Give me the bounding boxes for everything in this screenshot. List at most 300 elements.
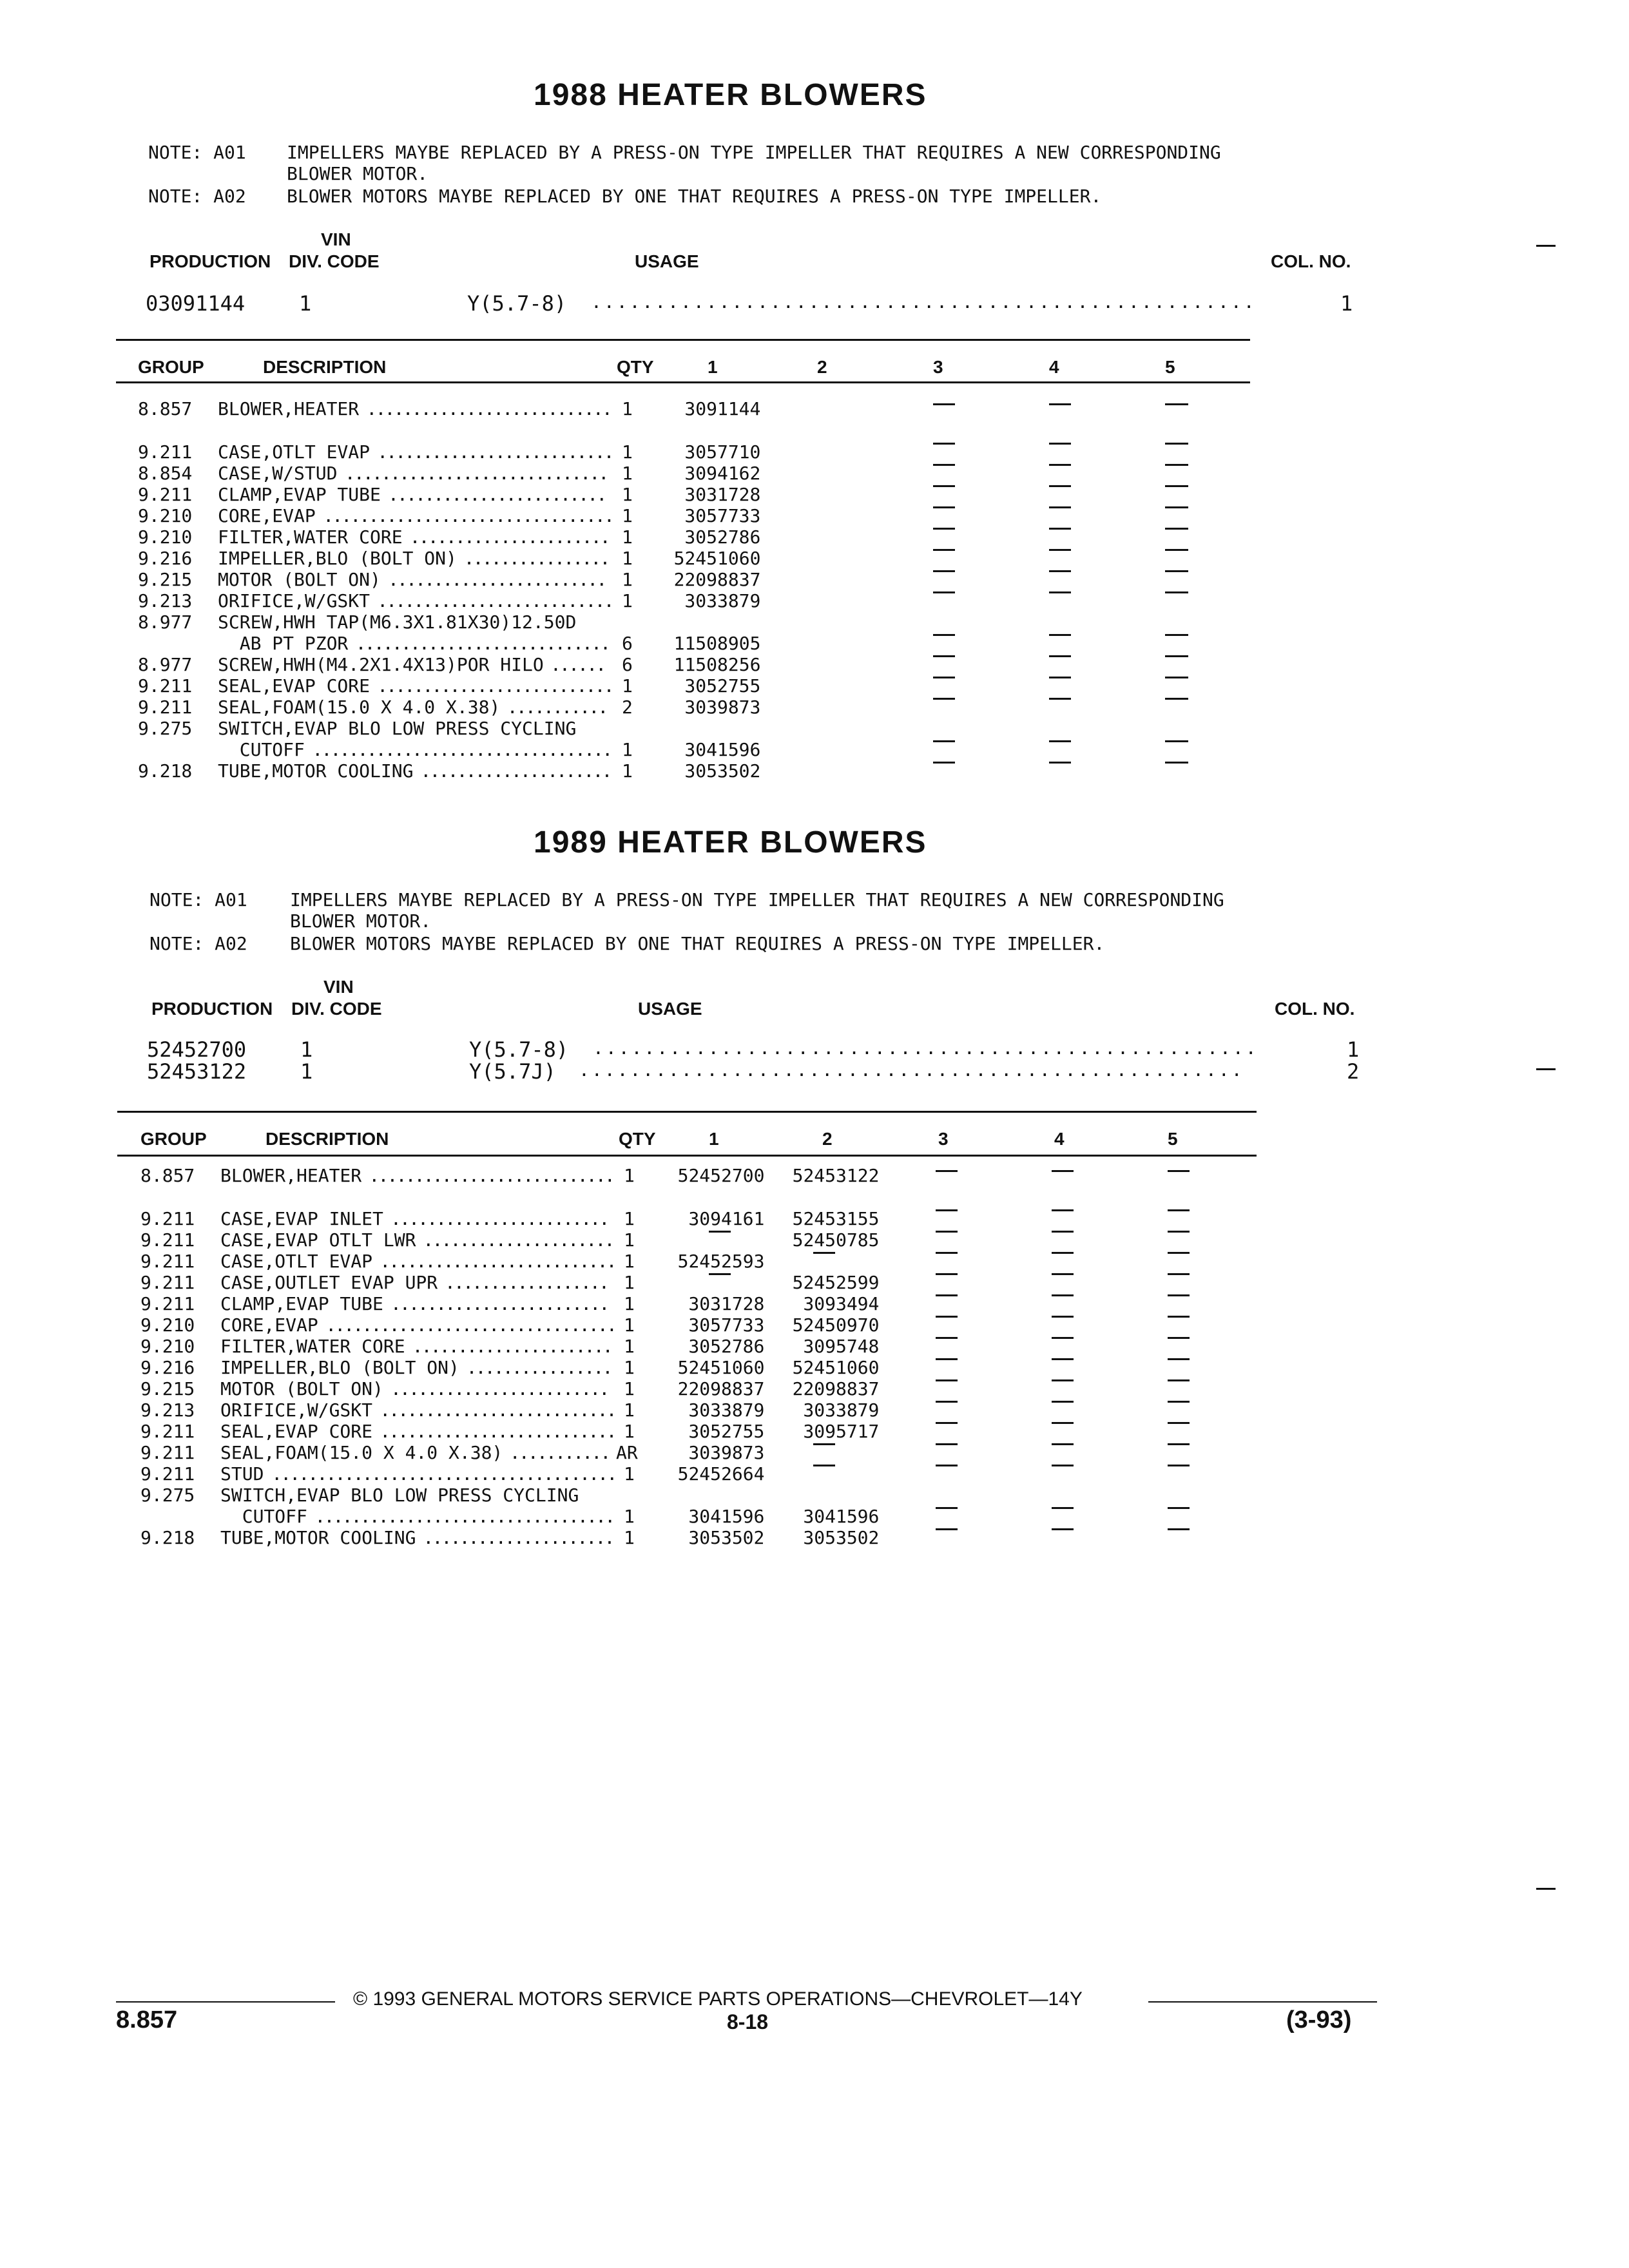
part-number: 52451060 (792, 1357, 880, 1378)
part-number: 3033879 (688, 1399, 765, 1421)
part-description: CORE,EVAP (218, 505, 316, 526)
not-applicable-dash (1166, 677, 1188, 678)
group-code: 9.211 (138, 675, 193, 697)
not-applicable-dash (1168, 1170, 1190, 1172)
leader-dots: ........... (509, 1442, 610, 1463)
not-applicable-dash (1168, 1379, 1190, 1381)
column-number: 1 (1340, 291, 1353, 316)
not-applicable-dash (936, 1316, 958, 1318)
column-3-header: 3 (938, 1129, 949, 1149)
leader-dots: ...................................... (271, 1463, 616, 1485)
group-code: 9.211 (140, 1208, 195, 1229)
not-applicable-dash (1052, 1528, 1074, 1530)
column-3-header: 3 (933, 357, 943, 377)
quantity: 1 (622, 675, 633, 697)
not-applicable-dash (1049, 634, 1071, 636)
leader-dots: ..................... (420, 760, 611, 782)
not-applicable-dash (1049, 403, 1071, 405)
production-number: 52453122 (147, 1059, 247, 1084)
not-applicable-dash (933, 740, 955, 742)
part-description: FILTER,WATER CORE (220, 1336, 405, 1357)
table-header-rule (117, 1155, 1257, 1157)
not-applicable-dash (1049, 464, 1071, 466)
part-description: SEAL,FOAM(15.0 X 4.0 X.38) (218, 697, 501, 718)
not-applicable-dash (1166, 443, 1188, 445)
group-code: 9.211 (140, 1229, 195, 1251)
not-applicable-dash (936, 1422, 958, 1424)
part-description: SEAL,EVAP CORE (218, 675, 371, 697)
div-code: 1 (300, 1059, 313, 1084)
not-applicable-dash (933, 528, 955, 530)
quantity: 6 (622, 633, 633, 654)
not-applicable-dash (936, 1401, 958, 1403)
quantity: 1 (624, 1208, 635, 1229)
part-number: 3093494 (803, 1293, 880, 1314)
production-header: PRODUCTION (149, 251, 271, 271)
column-number: 1 (1347, 1037, 1360, 1062)
part-description: ORIFICE,W/GSKT (220, 1399, 373, 1421)
part-number: 11508905 (673, 633, 761, 654)
quantity: 1 (624, 1399, 635, 1421)
part-description: CASE,OTLT EVAP (220, 1251, 373, 1272)
group-column-header: GROUP (138, 357, 204, 377)
part-number: 3094161 (688, 1208, 765, 1229)
group-column-header: GROUP (140, 1129, 207, 1149)
part-number: 3041596 (684, 739, 761, 760)
group-code: 9.218 (138, 760, 193, 782)
not-applicable-dash (1166, 762, 1188, 764)
part-number: 52451060 (677, 1357, 765, 1378)
part-number: 52452593 (677, 1251, 765, 1272)
not-applicable-dash (709, 1231, 731, 1233)
leader-dots: ................................ (323, 505, 613, 526)
group-code: 9.275 (138, 718, 193, 739)
footer-rule-left (116, 2001, 335, 2003)
not-applicable-dash (1052, 1209, 1074, 1211)
leader-dots: ............................. (344, 463, 608, 484)
group-code: 8.977 (138, 611, 193, 633)
not-applicable-dash (933, 634, 955, 636)
part-description: TUBE,MOTOR COOLING (218, 760, 414, 782)
quantity: 1 (624, 1527, 635, 1548)
part-description: CASE,EVAP OTLT LWR (220, 1229, 416, 1251)
part-description: TUBE,MOTOR COOLING (220, 1527, 416, 1548)
group-code: 9.211 (140, 1293, 195, 1314)
part-description: CLAMP,EVAP TUBE (220, 1293, 383, 1314)
not-applicable-dash (1049, 443, 1071, 445)
quantity: 1 (622, 484, 633, 505)
not-applicable-dash (936, 1507, 958, 1509)
not-applicable-dash (1168, 1528, 1190, 1530)
part-description: STUD (220, 1463, 264, 1485)
footer-group-ref: 8.857 (116, 2006, 178, 2033)
div-code-header: DIV. CODE (291, 999, 382, 1019)
part-number: 3053502 (684, 760, 761, 782)
quantity: 1 (622, 398, 633, 419)
quantity: 1 (624, 1165, 635, 1186)
div-code-header: DIV. CODE (289, 251, 380, 271)
not-applicable-dash (1168, 1252, 1190, 1254)
group-code: 9.218 (140, 1527, 195, 1548)
column-4-header: 4 (1054, 1129, 1065, 1149)
group-code: 8.854 (138, 463, 193, 484)
quantity: 1 (624, 1314, 635, 1336)
margin-tick (1536, 1888, 1556, 1890)
column-4-header: 4 (1049, 357, 1059, 377)
leader-dots: .................. (445, 1272, 608, 1293)
quantity: 6 (622, 654, 633, 675)
div-code: 1 (299, 291, 312, 316)
part-description: CORE,EVAP (220, 1314, 318, 1336)
not-applicable-dash (933, 506, 955, 508)
part-description: CASE,OTLT EVAP (218, 441, 371, 463)
part-number: 52453155 (792, 1208, 880, 1229)
leader-dots: ................................ (325, 1314, 616, 1336)
not-applicable-dash (1166, 655, 1188, 657)
not-applicable-dash (1168, 1358, 1190, 1360)
not-applicable-dash (1168, 1443, 1190, 1445)
not-applicable-dash (1166, 634, 1188, 636)
leader-dots: ..................... (423, 1229, 613, 1251)
part-description: CUTOFF (220, 1506, 307, 1527)
not-applicable-dash (1052, 1337, 1074, 1339)
not-applicable-dash (1052, 1358, 1074, 1360)
group-code: 9.211 (140, 1251, 195, 1272)
not-applicable-dash (1049, 528, 1071, 530)
leader-dots: ................ (466, 1357, 612, 1378)
part-number: 3041596 (803, 1506, 880, 1527)
qty-column-header: QTY (617, 357, 654, 377)
quantity: 1 (622, 569, 633, 590)
part-number: 3095748 (803, 1336, 880, 1357)
quantity: 1 (624, 1336, 635, 1357)
not-applicable-dash (1052, 1252, 1074, 1254)
not-applicable-dash (933, 403, 955, 405)
part-number: 3052786 (688, 1336, 765, 1357)
note-text: IMPELLERS MAYBE REPLACED BY A PRESS-ON TYPE IMPELLER THAT REQUIRES A NEW CORRESPONDING BLOWER MOTOR. (290, 889, 1224, 932)
qty-column-header: QTY (619, 1129, 656, 1149)
leader-dots: ............................ (355, 633, 610, 654)
part-description: CASE,EVAP INLET (220, 1208, 383, 1229)
margin-tick (1536, 245, 1556, 247)
quantity: 1 (622, 590, 633, 611)
group-code: 9.216 (140, 1357, 195, 1378)
not-applicable-dash (1052, 1273, 1074, 1275)
group-code: 9.211 (138, 697, 193, 718)
section-title-1989: 1989 HEATER BLOWERS (534, 825, 927, 860)
not-applicable-dash (1166, 464, 1188, 466)
group-code: 9.275 (140, 1485, 195, 1506)
not-applicable-dash (1052, 1507, 1074, 1509)
group-code: 9.210 (138, 526, 193, 548)
group-code: 9.210 (140, 1314, 195, 1336)
not-applicable-dash (1049, 762, 1071, 764)
note-label: NOTE: A01 (149, 889, 247, 910)
part-description: AB PT PZOR (218, 633, 349, 654)
part-number: 52451060 (673, 548, 761, 569)
part-description: MOTOR (BOLT ON) (220, 1378, 383, 1399)
not-applicable-dash (936, 1443, 958, 1445)
part-description: CUTOFF (218, 739, 305, 760)
not-applicable-dash (709, 1273, 731, 1275)
part-number: 11508256 (673, 654, 761, 675)
vin-header: VIN (321, 229, 351, 249)
part-number: 22098837 (792, 1378, 880, 1399)
not-applicable-dash (936, 1294, 958, 1296)
quantity: 1 (624, 1229, 635, 1251)
not-applicable-dash (936, 1358, 958, 1360)
quantity: 1 (622, 441, 633, 463)
group-code: 9.211 (140, 1442, 195, 1463)
not-applicable-dash (1052, 1465, 1074, 1466)
quantity: 1 (622, 760, 633, 782)
column-1-header: 1 (708, 357, 718, 377)
part-number: 3052755 (684, 675, 761, 697)
usage-text: Y(5.7J) (469, 1059, 556, 1084)
part-number: 52452700 (677, 1165, 765, 1186)
part-description: SCREW,HWH(M4.2X1.4X13)POR HILO (218, 654, 544, 675)
leader-dots: ................ (463, 548, 609, 569)
not-applicable-dash (1049, 591, 1071, 593)
part-description: IMPELLER,BLO (BOLT ON) (220, 1357, 459, 1378)
not-applicable-dash (1049, 506, 1071, 508)
production-number: 52452700 (147, 1037, 247, 1062)
column-2-header: 2 (817, 357, 827, 377)
part-description: SEAL,EVAP CORE (220, 1421, 373, 1442)
not-applicable-dash (936, 1231, 958, 1233)
not-applicable-dash (1166, 740, 1188, 742)
page-number: 8-18 (727, 2010, 769, 2033)
not-applicable-dash (1168, 1294, 1190, 1296)
part-number: 3052786 (684, 526, 761, 548)
section-title-1988: 1988 HEATER BLOWERS (534, 78, 927, 112)
leader-dots: .......................... (380, 1251, 615, 1272)
part-description: ORIFICE,W/GSKT (218, 590, 371, 611)
quantity: 1 (624, 1463, 635, 1485)
not-applicable-dash (1052, 1401, 1074, 1403)
part-number: 22098837 (673, 569, 761, 590)
not-applicable-dash (1166, 570, 1188, 572)
column-1-header: 1 (709, 1129, 719, 1149)
part-number: 3053502 (803, 1527, 880, 1548)
quantity: 1 (622, 526, 633, 548)
not-applicable-dash (936, 1379, 958, 1381)
part-description: CASE,W/STUD (218, 463, 338, 484)
not-applicable-dash (933, 549, 955, 551)
part-number: 3039873 (688, 1442, 765, 1463)
not-applicable-dash (1049, 549, 1071, 551)
not-applicable-dash (936, 1252, 958, 1254)
not-applicable-dash (1052, 1294, 1074, 1296)
usage-header: USAGE (638, 999, 702, 1019)
group-code: 9.216 (138, 548, 193, 569)
leader-dots: ........................ (390, 1378, 608, 1399)
not-applicable-dash (1049, 485, 1071, 487)
note-text: BLOWER MOTORS MAYBE REPLACED BY ONE THAT REQUIRES A PRESS-ON TYPE IMPELLER. (287, 186, 1102, 207)
leader-dots: ........................ (388, 484, 606, 505)
leader-dots: .......................... (377, 675, 613, 697)
not-applicable-dash (1166, 591, 1188, 593)
part-description: BLOWER,HEATER (218, 398, 360, 419)
part-description: MOTOR (BOLT ON) (218, 569, 381, 590)
not-applicable-dash (1052, 1422, 1074, 1424)
not-applicable-dash (1049, 570, 1071, 572)
not-applicable-dash (1052, 1170, 1074, 1172)
leader-dots: ........................... (366, 398, 611, 419)
part-description: FILTER,WATER CORE (218, 526, 403, 548)
not-applicable-dash (1049, 740, 1071, 742)
leader-dots: ...... (550, 654, 605, 675)
note-label: NOTE: A02 (149, 933, 247, 954)
part-description: CASE,OUTLET EVAP UPR (220, 1272, 438, 1293)
not-applicable-dash (1168, 1231, 1190, 1233)
column-5-header: 5 (1168, 1129, 1178, 1149)
margin-tick (1536, 1068, 1556, 1070)
quantity: 1 (624, 1357, 635, 1378)
part-number: 3033879 (803, 1399, 880, 1421)
leader-dots: .......................... (377, 441, 613, 463)
note-label: NOTE: A01 (148, 142, 246, 163)
not-applicable-dash (1168, 1209, 1190, 1211)
group-code: 8.977 (138, 654, 193, 675)
vin-header: VIN (323, 977, 354, 997)
not-applicable-dash (1168, 1422, 1190, 1424)
leader-dots: ........................ (390, 1293, 608, 1314)
part-description: IMPELLER,BLO (BOLT ON) (218, 548, 457, 569)
not-applicable-dash (1052, 1316, 1074, 1318)
not-applicable-dash (933, 655, 955, 657)
not-applicable-dash (936, 1209, 958, 1211)
not-applicable-dash (1168, 1337, 1190, 1339)
not-applicable-dash (813, 1443, 835, 1445)
not-applicable-dash (1168, 1273, 1190, 1275)
column-2-header: 2 (822, 1129, 833, 1149)
leader-dots: .......................... (380, 1421, 615, 1442)
col-no-header: COL. NO. (1275, 999, 1355, 1019)
description-column-header: DESCRIPTION (263, 357, 387, 377)
not-applicable-dash (936, 1528, 958, 1530)
not-applicable-dash (813, 1465, 835, 1466)
not-applicable-dash (1049, 655, 1071, 657)
production-header: PRODUCTION (151, 999, 273, 1019)
group-code: 9.215 (138, 569, 193, 590)
leader-dots: ................................. (314, 1506, 614, 1527)
group-code: 9.211 (138, 484, 193, 505)
not-applicable-dash (936, 1273, 958, 1275)
part-number: 3091144 (684, 398, 761, 419)
not-applicable-dash (1166, 698, 1188, 700)
not-applicable-dash (1168, 1507, 1190, 1509)
quantity: 1 (624, 1378, 635, 1399)
part-number: 3052755 (688, 1421, 765, 1442)
part-number: 3057733 (684, 505, 761, 526)
not-applicable-dash (1052, 1443, 1074, 1445)
table-top-rule (116, 339, 1250, 341)
group-code: 9.215 (140, 1378, 195, 1399)
not-applicable-dash (1168, 1465, 1190, 1466)
not-applicable-dash (1052, 1379, 1074, 1381)
div-code: 1 (300, 1037, 313, 1062)
not-applicable-dash (1049, 698, 1071, 700)
group-code: 9.210 (140, 1336, 195, 1357)
part-number: 3031728 (684, 484, 761, 505)
quantity: 1 (624, 1421, 635, 1442)
leader-dots: ...................... (409, 526, 609, 548)
leader-dots: ........... (506, 697, 607, 718)
group-code: 9.211 (140, 1421, 195, 1442)
not-applicable-dash (933, 591, 955, 593)
usage-leader-dots: .................................................... (579, 1059, 1244, 1081)
not-applicable-dash (933, 762, 955, 764)
not-applicable-dash (933, 443, 955, 445)
not-applicable-dash (1166, 403, 1188, 405)
part-description: BLOWER,HEATER (220, 1165, 362, 1186)
not-applicable-dash (1166, 506, 1188, 508)
not-applicable-dash (1052, 1231, 1074, 1233)
group-code: 8.857 (140, 1165, 195, 1186)
part-number: 3041596 (688, 1506, 765, 1527)
leader-dots: .......................... (380, 1399, 615, 1421)
part-number: 3095717 (803, 1421, 880, 1442)
quantity: 1 (622, 505, 633, 526)
part-number: 52452664 (677, 1463, 765, 1485)
description-column-header: DESCRIPTION (265, 1129, 389, 1149)
quantity: 1 (624, 1272, 635, 1293)
copyright-text: © 1993 GENERAL MOTORS SERVICE PARTS OPERATIONS—CHEVROLET—14Y (353, 1988, 1083, 2010)
usage-text: Y(5.7-8) (467, 291, 567, 316)
part-number: 22098837 (677, 1378, 765, 1399)
not-applicable-dash (933, 570, 955, 572)
footer-rule-right (1148, 2001, 1377, 2003)
quantity: AR (616, 1442, 638, 1463)
part-description: SWITCH,EVAP BLO LOW PRESS CYCLING (220, 1485, 579, 1506)
group-code: 9.211 (138, 441, 193, 463)
leader-dots: ........................ (390, 1208, 608, 1229)
not-applicable-dash (1166, 528, 1188, 530)
not-applicable-dash (1168, 1316, 1190, 1318)
not-applicable-dash (933, 464, 955, 466)
column-number: 2 (1347, 1059, 1360, 1084)
note-text: BLOWER MOTORS MAYBE REPLACED BY ONE THAT REQUIRES A PRESS-ON TYPE IMPELLER. (290, 933, 1105, 954)
not-applicable-dash (933, 677, 955, 678)
table-header-rule (116, 381, 1250, 383)
column-5-header: 5 (1165, 357, 1175, 377)
not-applicable-dash (1049, 677, 1071, 678)
quantity: 1 (622, 548, 633, 569)
not-applicable-dash (1166, 549, 1188, 551)
part-number: 3094162 (684, 463, 761, 484)
leader-dots: ................................. (312, 739, 612, 760)
group-code: 9.213 (140, 1399, 195, 1421)
not-applicable-dash (1168, 1401, 1190, 1403)
leader-dots: ..................... (423, 1527, 613, 1548)
not-applicable-dash (933, 485, 955, 487)
part-number: 3031728 (688, 1293, 765, 1314)
leader-dots: ...................... (412, 1336, 612, 1357)
group-code: 9.211 (140, 1272, 195, 1293)
group-code: 8.857 (138, 398, 193, 419)
part-number: 3033879 (684, 590, 761, 611)
quantity: 1 (622, 739, 633, 760)
note-text: IMPELLERS MAYBE REPLACED BY A PRESS-ON TYPE IMPELLER THAT REQUIRES A NEW CORRESPONDING BLOWER MOTOR. (287, 142, 1221, 184)
usage-leader-dots: .................................................... (593, 1037, 1258, 1059)
part-description: SEAL,FOAM(15.0 X 4.0 X.38) (220, 1442, 503, 1463)
leader-dots: ........................... (369, 1165, 613, 1186)
quantity: 2 (622, 697, 633, 718)
not-applicable-dash (813, 1252, 835, 1254)
table-top-rule (117, 1111, 1257, 1113)
not-applicable-dash (936, 1337, 958, 1339)
